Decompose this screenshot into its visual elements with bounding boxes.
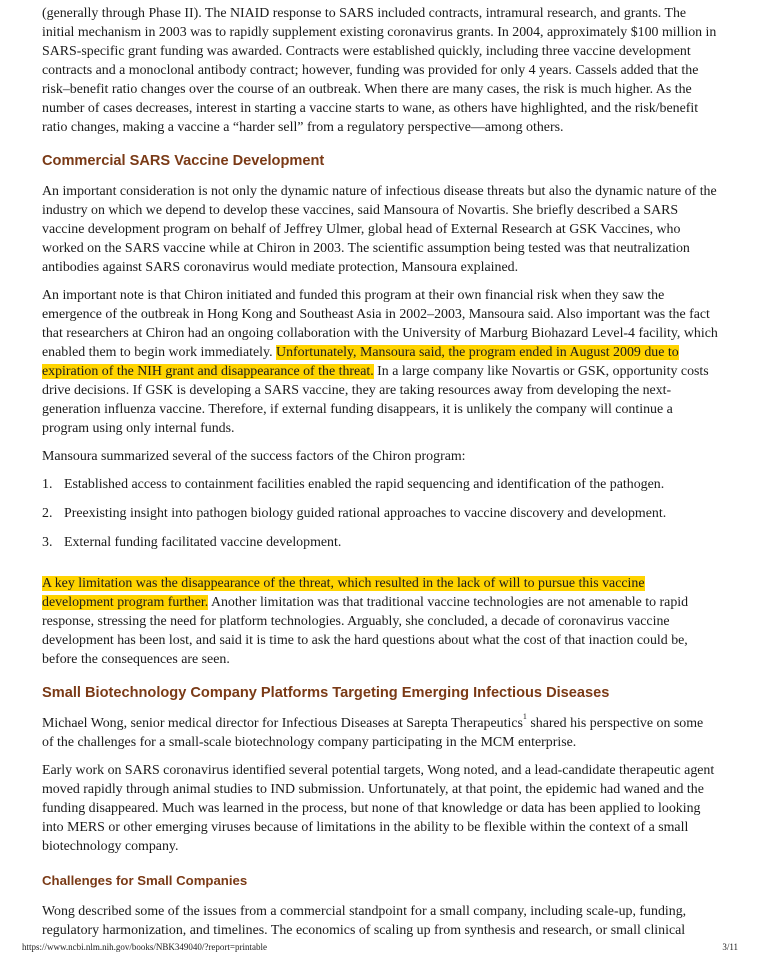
list-item [42, 533, 718, 552]
paragraph-wong-1 [42, 714, 718, 752]
paragraph-summary: Mansoura summarized several of the success factors of the Chiron program: [42, 449, 466, 464]
paragraph-challenges: Wong described some of the issues from a commercial standpoint for a small company, including scale-up, funding, regulatory harmonization, and timelines. The economics of scaling up from synthesis and research, or small clinical [42, 904, 687, 938]
list-number: 2. [42, 506, 53, 521]
paragraph-intro: (generally through Phase II). The NIAID response to SARS included contracts, intramural research, and grants. The initial mechanism in 2003 was to rapidly supplement existing coronavirus grants. In 2004, approximately $100 million in SARS-specific grant funding was awarded. Contracts were established quickly, including three vaccine development contracts and a monoclonal antibody contract; however, funding was provided for only 4 years. Cassels added that the risk–benefit ratio changes over the course of an outbreak. When there are many cases, the risk is much higher. As the number of cases decreases, interest in starting a vaccine starts to wane, as others have highlighted, and the risk/benefit ratio changes, making a vaccine a “harder sell” from a regulatory perspective—among others. [42, 6, 717, 135]
paragraph-wong-1-end: shared his perspective on some of the challenges for a small-scale biotechnology company participating in the MCM enterprise. [42, 716, 704, 750]
footnote-reference[interactable]: 1 [522, 712, 527, 721]
list-text: Established access to containment facilities enabled the rapid sequencing and identification of the pathogen. [64, 477, 665, 492]
page-footer [22, 942, 738, 952]
spacer [42, 562, 718, 574]
paragraph-commercial-2-start: An important note is that Chiron initiated and funded this program at their own financial risk when they saw the emergence of the outbreak in Hong Kong and Southeast Asia in 2002–2003, Mansoura said. Also important was the fact that researchers at Chiron had an ongoing collaboration with the University of Marburg Biohazard Level-4 facility, which enabled them to begin work immediately. [42, 288, 718, 360]
paragraph-commercial-2 [42, 286, 718, 438]
highlight-key-limitation: A key limitation was the disappearance of the threat, which resulted in the lack of will to pursue this vaccine development program further. [42, 576, 645, 610]
document-page [42, 4, 718, 949]
footer-url: https://www.ncbi.nlm.nih.gov/books/NBK349040/?report=printable [22, 942, 267, 952]
paragraph-wong-1-start: Michael Wong, senior medical director for Infectious Diseases at Sarepta Therapeutics [42, 716, 523, 731]
list-number: 3. [42, 535, 53, 550]
paragraph-commercial-1: An important consideration is not only the dynamic nature of infectious disease threats but also the dynamic nature of the industry on which we depend to develop these vaccines, said Mansoura of Novartis. She briefly described a SARS vaccine development program on behalf of Jeffrey Ulmer, global head of External Research at GSK Vaccines, who worked on the SARS vaccine while at Chiron in 2003. The scientific assumption being tested was that neutralization antibodies against SARS coronavirus would mediate protection, Mansoura explained. [42, 184, 717, 275]
list-number: 1. [42, 477, 53, 492]
footer-page-number: 3/11 [722, 942, 738, 952]
heading-challenges-small-companies: Challenges for Small Companies [42, 873, 248, 888]
paragraph-commercial-2-end: In a large company like Novartis or GSK, opportunity costs drive decisions. If GSK is developing a SARS vaccine, they are taking resources away from developing the next-generation influenza vaccine. Therefore, if external funding disappears, it is unlikely the company will continue a program using only internal funds. [42, 364, 709, 436]
list-text: External funding facilitated vaccine development. [64, 535, 342, 550]
heading-commercial-sars: Commercial SARS Vaccine Development [42, 153, 325, 169]
paragraph-limitation [42, 574, 718, 669]
success-factors-list [42, 475, 718, 552]
paragraph-wong-2: Early work on SARS coronavirus identified several potential targets, Wong noted, and a lead-candidate therapeutic agent moved rapidly through animal studies to IND submission. Unfortunately, at that point, the epidemic had waned and the funding disappeared. Much was learned in the process, but none of that knowledge or data has been applied to looking into MERS or other emerging viruses because of limitations in the ability to be flexible within the context of a small biotechnology company. [42, 763, 715, 854]
paragraph-limitation-rest: Another limitation was that traditional vaccine technologies are not amenable to rapid response, stressing the need for platform technologies. Arguably, she concluded, a decade of coronavirus vaccine development has been lost, and said it is time to ask the hard questions about what the cost of that inaction could be, before the consequences are seen. [42, 595, 689, 667]
list-item [42, 504, 718, 523]
list-text: Preexisting insight into pathogen biology guided rational approaches to vaccine discovery and development. [64, 506, 667, 521]
heading-small-biotech: Small Biotechnology Company Platforms Targeting Emerging Infectious Diseases [42, 685, 610, 701]
highlight-program-ended: Unfortunately, Mansoura said, the program ended in August 2009 due to expiration of the NIH grant and disappearance of the threat. [42, 345, 679, 379]
list-item [42, 475, 718, 494]
